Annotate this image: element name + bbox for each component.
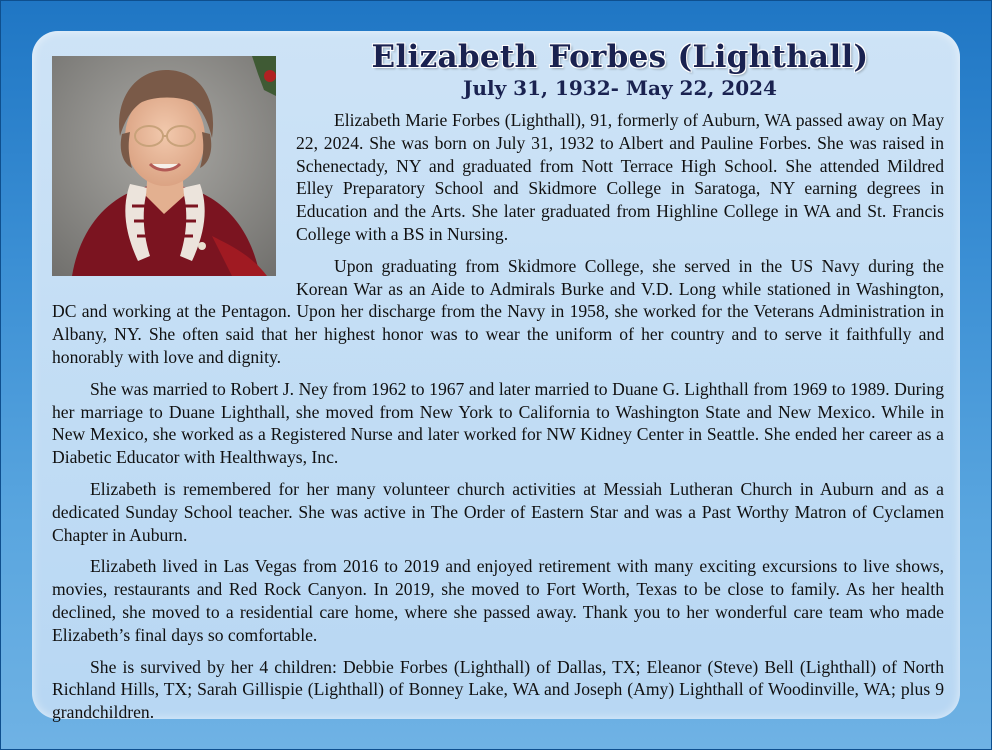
photo-wrap-spacer [52,109,296,289]
paragraph-church-activities: Elizabeth is remembered for her many volunteer church activities at Messiah Lutheran Church in Auburn and as a dedicated Sunday School teacher. She was active in The Order of Eastern Star and was a Past Worthy Matron of Cyclamen Chapter in Auburn. [52,478,944,545]
paragraph-navy-service: Upon graduating from Skidmore College, she served in the US Navy during the Korean War as an Aide to Admirals Burke and V.D. Long while stationed in Washington, DC and working at the Pentagon. Upon her discharge from the Navy in 1958, she worked for the Veterans Administration in Albany, NY. She often said that her highest honor was to wear the uniform of her country and to serve it faithfully and honorably with love and dignity. [52,255,944,367]
life-dates: July 31, 1932- May 22, 2024 [463,76,777,100]
paragraph-marriage-career: She was married to Robert J. Ney from 1962 to 1967 and later married to Duane G. Lighthall from 1969 to 1989. During her marriage to Duane Lighthall, she moved from New York to California to Washington State and New Mexico. While in New Mexico, she worked as a Registered Nurse and later worked for NW Kidney Center in Seattle. She ended her career as a Diabetic Educator with Healthways, Inc. [52,378,944,468]
paragraph-early-life: Elizabeth Marie Forbes (Lighthall), 91, formerly of Auburn, WA passed away on May 22, 2024. She was born on July 31, 1932 to Albert and Pauline Forbes. She was raised in Schenectady, NY and graduated from Nott Terrace High School. She attended Mildred Elley Preparatory School and Skidmore College in Saratoga, NY earning degrees in Education and the Arts. She later graduated from Highline College in WA and St. Francis College with a BS in Nursing. [296,110,944,244]
paragraph-survivors: She is survived by her 4 children: Debbie Forbes (Lighthall) of Dallas, TX; Eleanor (Steve) Bell (Lighthall) of North Richland Hills, TX; Sarah Gillispie (Lighthall) of Bonney Lake, WA and Joseph (Amy) Lighthall of Woodinville, WA; plus 9 grandchildren. [52,656,944,723]
obituary-body [52,109,944,733]
paragraph-retirement: Elizabeth lived in Las Vegas from 2016 to 2019 and enjoyed retirement with many exciting excursions to live shows, movies, restaurants and Red Rock Canyon. In 2019, she moved to Fort Worth, Texas to be close to family. As her health declined, she moved to a residential care home, where she passed away. Thank you to her wonderful care team who made Elizabeth’s final days so comfortable. [52,556,944,645]
obituary-name: Elizabeth Forbes (Lighthall) [371,39,869,75]
